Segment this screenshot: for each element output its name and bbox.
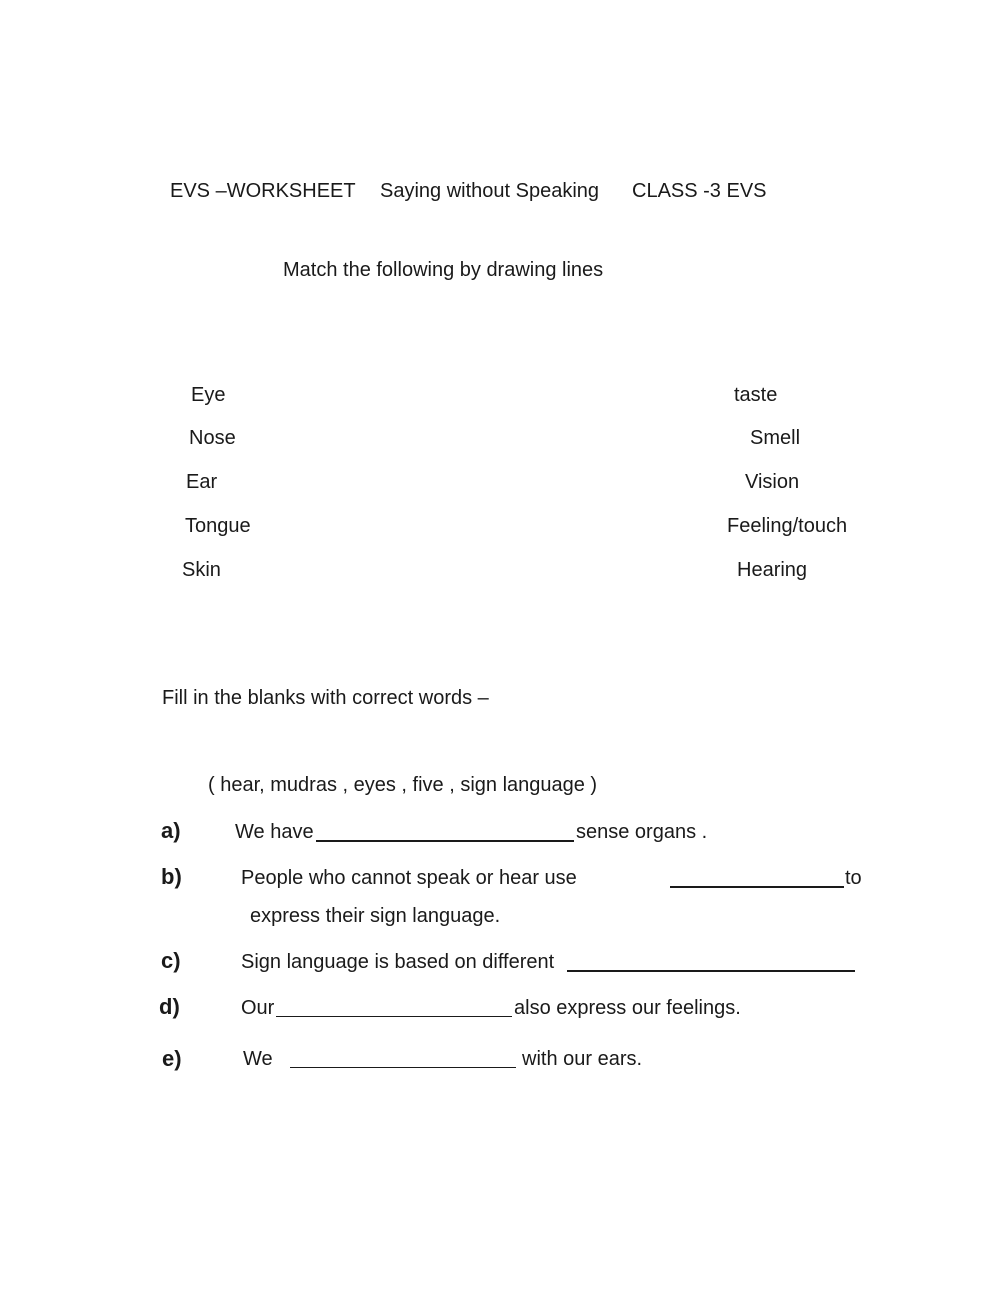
question-text: We have bbox=[235, 821, 314, 843]
answer-blank[interactable] bbox=[670, 886, 844, 888]
question-text: Our bbox=[241, 997, 275, 1019]
answer-blank[interactable] bbox=[290, 1067, 516, 1068]
question-label: d) bbox=[159, 994, 180, 1019]
match-instruction: Match the following by drawing lines bbox=[283, 259, 604, 281]
match-left-item: Tongue bbox=[185, 515, 251, 537]
match-left-item: Nose bbox=[189, 427, 236, 449]
match-right-item: Vision bbox=[745, 471, 800, 493]
question-text-after: to bbox=[845, 867, 862, 889]
match-left-item: Eye bbox=[191, 384, 226, 406]
match-right-item: Smell bbox=[750, 427, 801, 449]
match-right-item: Hearing bbox=[737, 559, 808, 581]
match-left-item: Skin bbox=[182, 559, 221, 581]
question-label: c) bbox=[161, 948, 181, 973]
question-text-after: also express our feelings. bbox=[514, 997, 741, 1019]
question-text-after: with our ears. bbox=[522, 1048, 643, 1070]
question-text-continuation: express their sign language. bbox=[250, 905, 501, 927]
word-bank: ( hear, mudras , eyes , five , sign language ) bbox=[208, 774, 598, 796]
question-label: b) bbox=[161, 864, 182, 889]
question-label: a) bbox=[161, 818, 181, 843]
fill-instruction: Fill in the blanks with correct words – bbox=[162, 687, 489, 709]
answer-blank[interactable] bbox=[567, 970, 855, 972]
question-label: e) bbox=[162, 1046, 182, 1071]
question-text: We bbox=[243, 1048, 273, 1070]
question-text: Sign language is based on different bbox=[241, 951, 555, 973]
match-left-item: Ear bbox=[186, 471, 218, 493]
question-text-after: sense organs . bbox=[576, 821, 708, 843]
worksheet-topic: Saying without Speaking bbox=[380, 180, 600, 202]
question-text: People who cannot speak or hear use bbox=[241, 867, 577, 889]
answer-blank[interactable] bbox=[316, 840, 574, 842]
worksheet-title: EVS –WORKSHEET bbox=[170, 180, 356, 202]
match-right-item: Feeling/touch bbox=[727, 515, 848, 537]
class-label: CLASS -3 EVS bbox=[632, 180, 767, 202]
answer-blank[interactable] bbox=[276, 1016, 512, 1017]
match-right-item: taste bbox=[734, 384, 778, 406]
